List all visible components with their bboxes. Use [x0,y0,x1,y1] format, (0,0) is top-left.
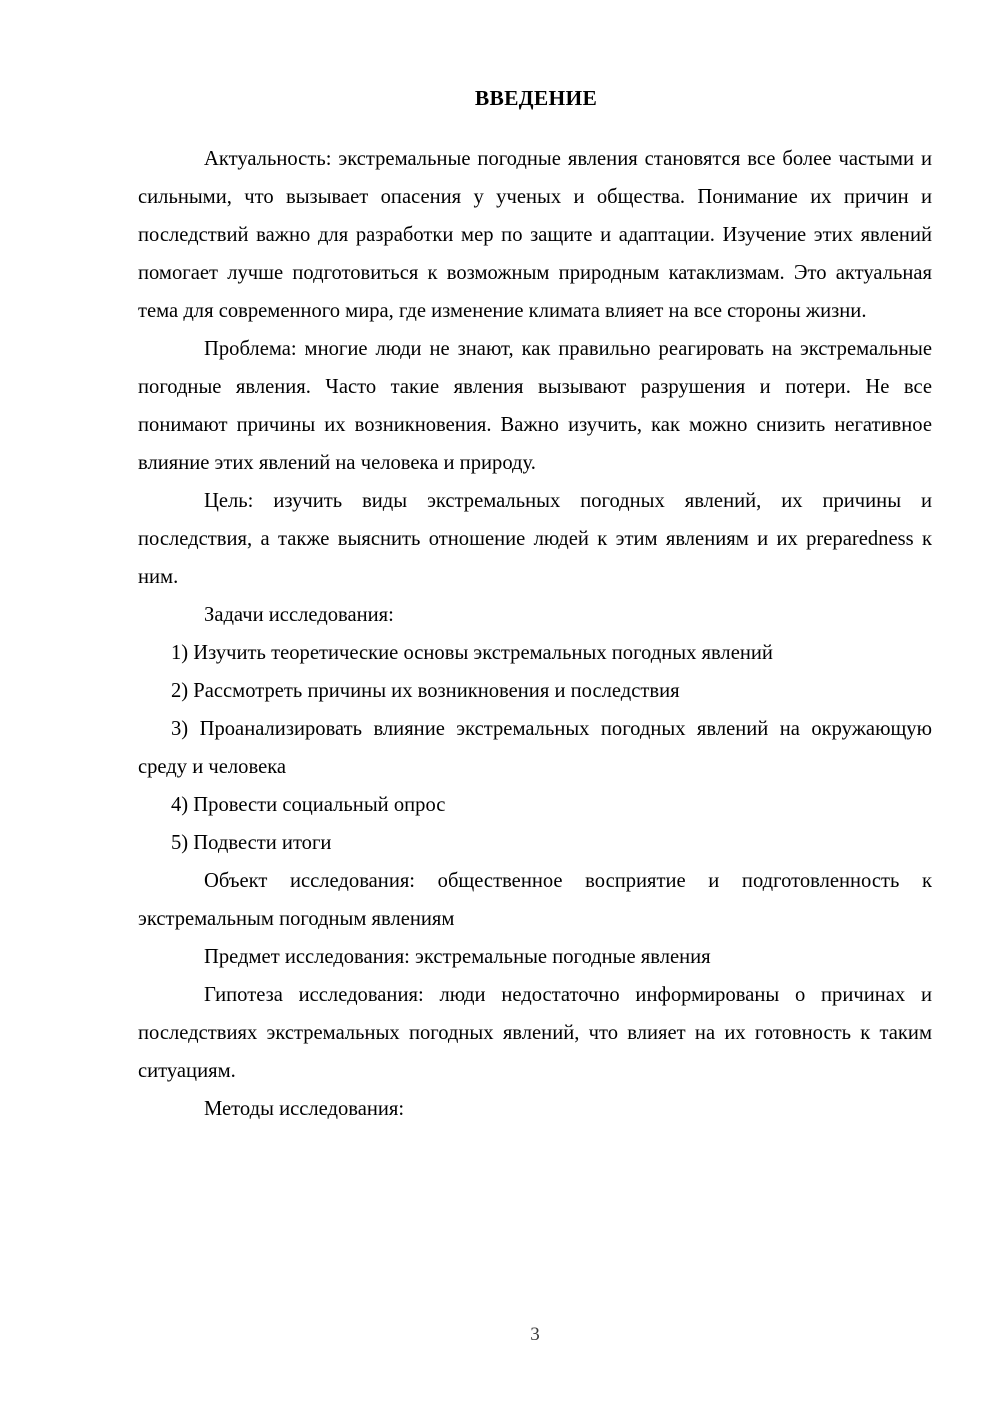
paragraph-goal: Цель: изучить виды экстремальных погодных явлений, их причины и последствия, а также выяснить отношение людей к этим явлениям и их preparedness к ним. [138,489,932,588]
list-item: 2) Рассмотреть причины их возникновения и последствия [171,679,680,702]
heading-methods: Методы исследования: [204,1097,405,1120]
heading-tasks: Задачи исследования: [204,603,394,626]
list-item: 5) Подвести итоги [171,831,332,854]
page-title: ВВЕДЕНИЕ [474,86,598,110]
paragraph-object: Объект исследования: общественное восприятие и подготовленность к экстремальным погодным явлениям [138,869,932,930]
paragraph-problem: Проблема: многие люди не знают, как правильно реагировать на экстремальные погодные явления. Часто такие явления вызывают разрушения и потери. Не все понимают причины их возникновения. Важно изучить, как можно снизить негативное влияние этих явлений на человека и природу. [138,337,932,474]
document-body [138,86,932,1128]
paragraph-subject: Предмет исследования: экстремальные погодные явления [204,945,711,968]
page-number: 3 [530,1324,540,1345]
paragraph-relevance: Актуальность: экстремальные погодные явления становятся все более частыми и сильными, что вызывает опасения у ученых и общества. Понимание их причин и последствий важно для разработки мер по защите и адаптации. Изучение этих явлений помогает лучше подготовиться к возможным природным катаклизмам. Это актуальная тема для современного мира, где изменение климата влияет на все стороны жизни. [138,147,932,322]
list-item: 4) Провести социальный опрос [171,793,446,816]
paragraph-hypothesis: Гипотеза исследования: люди недостаточно информированы о причинах и последствиях экстремальных погодных явлений, что влияет на их готовность к таким ситуациям. [138,983,932,1082]
list-item: 1) Изучить теоретические основы экстремальных погодных явлений [171,641,773,664]
list-item: 3) Проанализировать влияние экстремальных погодных явлений на окружающую среду и человека [138,717,932,778]
